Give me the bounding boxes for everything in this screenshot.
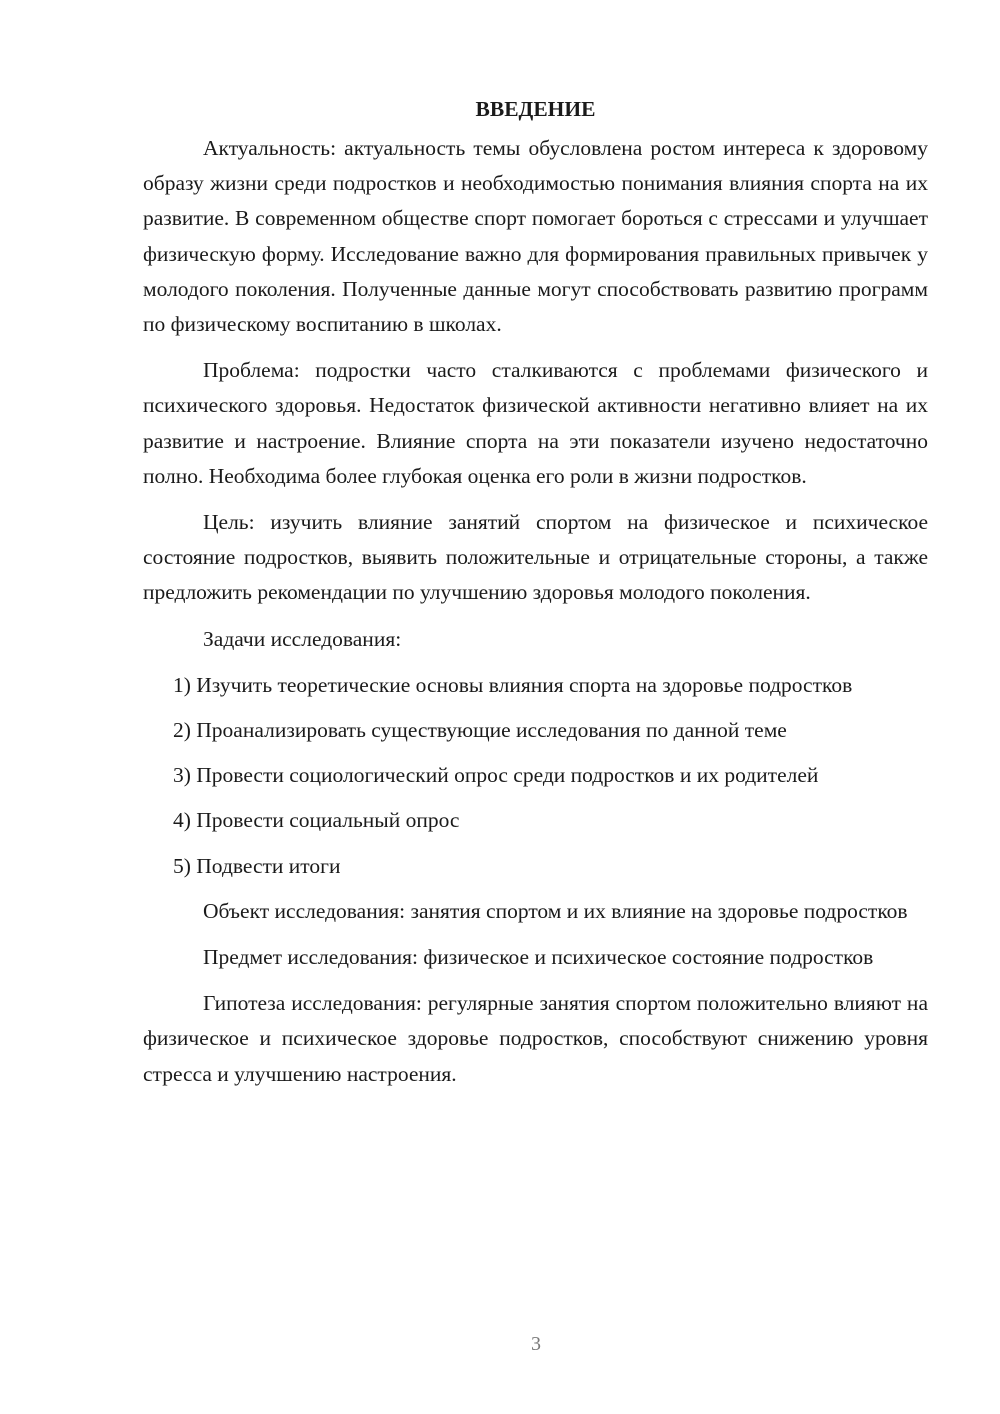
task-item-5: 5) Подвести итоги [173,853,341,878]
task-item-3: 3) Провести социологический опрос среди подростков и их родителей [173,763,819,788]
task-item-2: 2) Проанализировать существующие исследования по данной теме [173,718,787,743]
paragraph-problem: Проблема: подростки часто сталкиваются с проблемами физического и психического здоровья. Недостаток физической активности негативно влияет на их развитие и настроение. Влияние спорта на эти показатели изучено недостаточно полно. Необходима более глубокая оценка его роли в жизни подростков. [143,358,928,488]
task-item-4: 4) Провести социальный опрос [173,808,460,833]
paragraph-object: Объект исследования: занятия спортом и их влияние на здоровье подростков [203,898,908,923]
task-item-1: 1) Изучить теоретические основы влияния спорта на здоровье подростков [173,672,853,697]
tasks-heading: Задачи исследования: [203,626,402,651]
paragraph-subject: Предмет исследования: физическое и психическое состояние подростков [203,945,874,970]
section-title: ВВЕДЕНИЕ [475,97,596,121]
paragraph-goal: Цель: изучить влияние занятий спортом на физическое и психическое состояние подростков, выявить положительные и отрицательные стороны, а также предложить рекомендации по улучшению здоровья молодого поколения. [143,510,928,605]
page-content [143,92,928,1103]
page-number: 3 [531,1333,541,1355]
paragraph-hypothesis: Гипотеза исследования: регулярные занятия спортом положительно влияют на физическое и психическое здоровье подростков, способствуют снижению уровня стресса и улучшению настроения. [143,991,928,1086]
paragraph-relevance: Актуальность: актуальность темы обусловлена ростом интереса к здоровому образу жизни среди подростков и необходимостью понимания влияния спорта на их развитие. В современном обществе спорт помогает бороться с стрессами и улучшает физическую форму. Исследование важно для формирования правильных привычек у молодого поколения. Полученные данные могут способствовать развитию программ по физическому воспитанию в школах. [143,136,928,337]
